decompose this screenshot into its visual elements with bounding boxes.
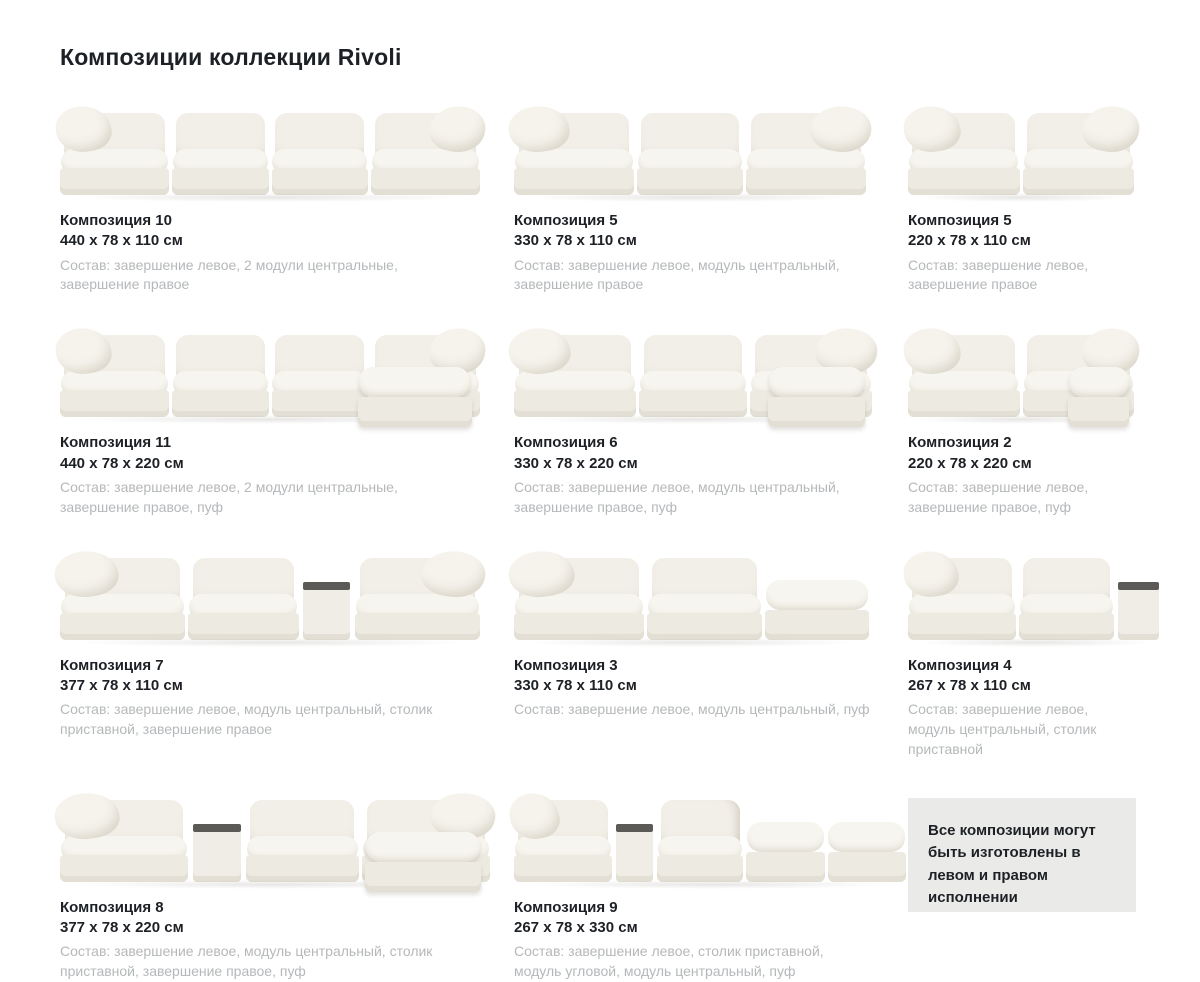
composition-card bbox=[60, 542, 480, 760]
sofa-module bbox=[172, 113, 268, 195]
pouf-module bbox=[828, 830, 906, 882]
composition-name: Композиция 10 bbox=[60, 212, 172, 229]
side-table-module bbox=[302, 582, 352, 640]
sofa-module bbox=[1019, 558, 1114, 640]
sofa-image bbox=[514, 113, 866, 195]
side-table-module bbox=[191, 824, 242, 882]
composition-structure: Состав: завершение левое, модуль центральный, столик приставной, завершение правое bbox=[60, 701, 433, 737]
composition-card bbox=[60, 319, 480, 517]
composition-caption bbox=[60, 433, 480, 517]
sofa-illustration bbox=[60, 784, 480, 886]
composition-structure: Состав: завершение левое, 2 модули центральные, завершение правое bbox=[60, 256, 398, 293]
sofa-image bbox=[908, 558, 1160, 640]
sofa-illustration bbox=[514, 97, 874, 199]
composition-caption bbox=[514, 211, 874, 295]
pouf-module bbox=[358, 375, 471, 427]
composition-dimensions: 330 x 78 x 220 см bbox=[514, 454, 638, 472]
sofa-module bbox=[647, 558, 762, 640]
page-title: Композиции коллекции Rivoli bbox=[60, 44, 402, 70]
sofa-module bbox=[746, 113, 866, 195]
composition-caption bbox=[514, 656, 874, 720]
side-table-module bbox=[1117, 582, 1160, 640]
sofa-module bbox=[1023, 113, 1135, 195]
composition-dimensions: 377 x 78 x 220 см bbox=[60, 918, 184, 936]
sofa-image bbox=[60, 113, 480, 195]
composition-name: Композиция 8 bbox=[60, 898, 164, 916]
composition-name: Композиция 3 bbox=[514, 656, 618, 674]
pouf-module bbox=[765, 588, 869, 640]
sofa-illustration bbox=[514, 319, 874, 421]
composition-card bbox=[908, 319, 1136, 517]
composition-caption bbox=[60, 898, 480, 982]
sofa-module bbox=[272, 113, 368, 195]
composition-caption bbox=[908, 433, 1136, 517]
composition-card bbox=[514, 784, 874, 982]
sofa-module bbox=[60, 335, 169, 417]
sofa-image bbox=[514, 800, 906, 882]
composition-structure: Состав: завершение левое, модуль центральный, столик приставной bbox=[908, 701, 1097, 757]
sofa-illustration bbox=[908, 542, 1136, 644]
composition-structure: Состав: завершение левое, завершение правое, пуф bbox=[908, 478, 1089, 515]
sofa-module bbox=[514, 335, 636, 417]
pouf-module bbox=[768, 375, 865, 427]
sofa-illustration bbox=[514, 784, 874, 886]
composition-dimensions: 220 x 78 x 220 см bbox=[908, 454, 1032, 472]
composition-structure: Состав: завершение левое, завершение правое bbox=[908, 256, 1089, 293]
composition-dimensions: 267 x 78 x 110 см bbox=[908, 676, 1031, 694]
composition-name: Композиция 5 bbox=[908, 212, 1012, 229]
sofa-illustration bbox=[60, 97, 480, 199]
sofa-image bbox=[514, 335, 872, 417]
composition-card bbox=[60, 97, 480, 295]
composition-dimensions: 377 x 78 x 110 см bbox=[60, 676, 183, 694]
sofa-module bbox=[514, 800, 612, 882]
composition-name: Композиция 2 bbox=[908, 434, 1012, 452]
pouf-module bbox=[1068, 375, 1129, 427]
sofa-module bbox=[272, 335, 368, 417]
sofa-module bbox=[637, 113, 743, 195]
sofa-module bbox=[371, 113, 480, 195]
composition-caption bbox=[908, 211, 1136, 295]
sofa-module bbox=[60, 558, 185, 640]
sofa-image bbox=[60, 335, 480, 417]
composition-caption bbox=[514, 898, 874, 982]
composition-caption bbox=[60, 656, 480, 740]
composition-card bbox=[908, 97, 1136, 295]
composition-dimensions: 330 x 78 x 110 см bbox=[514, 676, 637, 694]
sofa-illustration bbox=[908, 319, 1136, 421]
sofa-image bbox=[60, 800, 490, 882]
composition-caption bbox=[60, 211, 480, 295]
sofa-module bbox=[246, 800, 359, 882]
composition-name: Композиция 7 bbox=[60, 656, 164, 674]
composition-structure: Состав: завершение левое, модуль центральный, пуф bbox=[514, 701, 870, 717]
sofa-module bbox=[60, 800, 188, 882]
composition-structure: Состав: завершение левое, столик приставной, модуль угловой, модуль центральный, пуф bbox=[514, 943, 824, 979]
sofa-module bbox=[908, 113, 1020, 195]
sofa-module bbox=[172, 335, 268, 417]
composition-dimensions: 440 x 78 x 220 см bbox=[60, 454, 184, 472]
sofa-illustration bbox=[514, 542, 874, 644]
sofa-module bbox=[514, 558, 644, 640]
sofa-image bbox=[908, 113, 1134, 195]
pouf-module bbox=[365, 840, 481, 892]
sofa-image bbox=[908, 335, 1134, 417]
compositions-grid bbox=[60, 97, 1200, 982]
corner-module bbox=[657, 800, 743, 882]
composition-name: Композиция 6 bbox=[514, 434, 618, 452]
composition-name: Композиция 4 bbox=[908, 656, 1012, 674]
sofa-module bbox=[746, 830, 824, 882]
sofa-image bbox=[60, 558, 480, 640]
composition-card bbox=[514, 97, 874, 295]
composition-structure: Состав: завершение левое, 2 модули центральные, завершение правое, пуф bbox=[60, 478, 398, 515]
composition-dimensions: 330 x 78 x 110 см bbox=[514, 232, 637, 250]
sofa-module bbox=[639, 335, 747, 417]
sofa-image bbox=[514, 558, 869, 640]
composition-caption bbox=[908, 656, 1136, 760]
composition-name: Композиция 5 bbox=[514, 212, 618, 229]
sofa-module bbox=[355, 558, 480, 640]
sofa-module bbox=[514, 113, 634, 195]
note-box bbox=[908, 798, 1136, 912]
composition-dimensions: 440 x 78 x 110 см bbox=[60, 232, 183, 250]
composition-dimensions: 267 x 78 x 330 см bbox=[514, 918, 638, 936]
sofa-module bbox=[908, 335, 1020, 417]
sofa-illustration bbox=[908, 97, 1136, 199]
composition-caption bbox=[514, 433, 874, 517]
composition-card bbox=[908, 542, 1136, 760]
composition-name: Композиция 9 bbox=[514, 898, 618, 916]
sofa-illustration bbox=[60, 542, 480, 644]
side-table-module bbox=[615, 824, 654, 882]
sofa-illustration bbox=[60, 319, 480, 421]
sofa-module bbox=[908, 558, 1016, 640]
composition-name: Композиция 11 bbox=[60, 434, 172, 452]
composition-card bbox=[60, 784, 480, 982]
composition-dimensions: 220 x 78 x 110 см bbox=[908, 232, 1031, 250]
sofa-module bbox=[188, 558, 298, 640]
composition-card bbox=[514, 319, 874, 517]
composition-structure: Состав: завершение левое, модуль центральный, завершение правое bbox=[514, 256, 840, 293]
sofa-module bbox=[60, 113, 169, 195]
composition-structure: Состав: завершение левое, модуль центральный, завершение правое, пуф bbox=[514, 478, 840, 515]
note-text: Все композиции могут быть изготовлены в левом и правом исполнении bbox=[928, 821, 1096, 907]
composition-structure: Состав: завершение левое, модуль центральный, столик приставной, завершение правое, пуф bbox=[60, 943, 433, 979]
composition-card bbox=[514, 542, 874, 760]
